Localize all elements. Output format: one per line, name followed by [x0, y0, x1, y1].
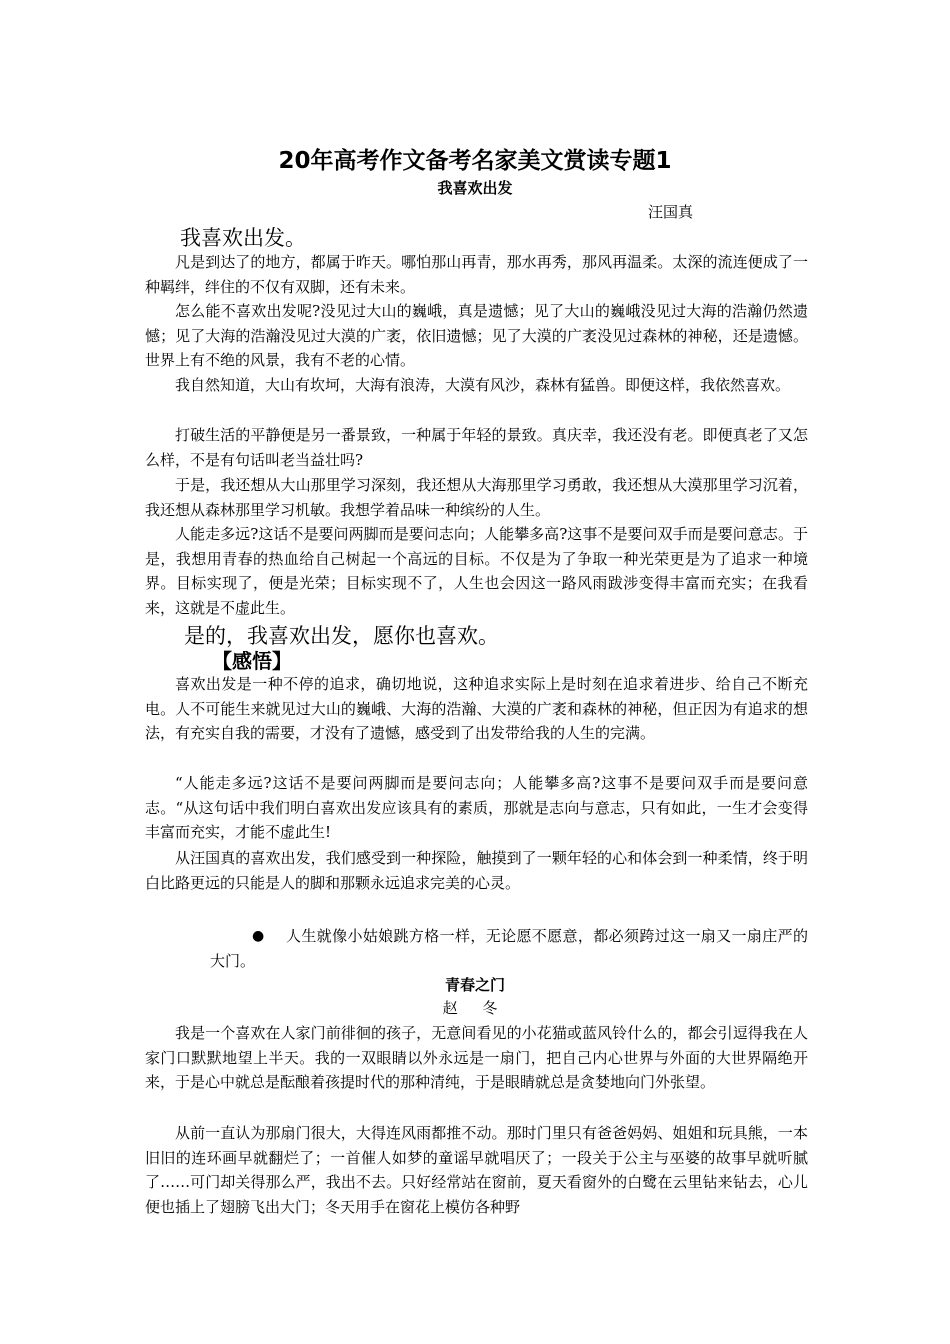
reflection-paragraph: “人能走多远?这话不是要问两脚而是要问志向；人能攀多高?这事不是要问双手而是要问意志。“从这句话中我们明白喜欢出发应该具有的素质，那就是志向与意志，只有如此，一生才会变得丰富而充实，才能不虚此生! — [145, 774, 808, 841]
essay2-author: 赵 冬 — [442, 999, 508, 1017]
essay1-paragraph: 打破生活的平静便是另一番景致，一种属于年轻的景致。真庆幸，我还没有老。即便真老了又怎么样，不是有句话叫老当益壮吗? — [145, 426, 808, 469]
essay1-title: 我喜欢出发 — [437, 179, 513, 197]
essay1-paragraph: 人能走多远?这话不是要问两脚而是要问志向；人能攀多高?这事不是要问双手而是要问意志。于是，我想用青春的热血给自己树起一个高远的目标。不仅是为了争取一种光荣更是为了追求一种境界。目标实现了，便是光荣；目标实现不了，人生也会因这一路风雨跋涉变得丰富而充实；在我看来，这就是不虚此生。 — [145, 525, 808, 617]
bullet-icon: ● — [252, 928, 265, 944]
document-title: 20年高考作文备考名家美文赏读专题1 — [278, 148, 672, 174]
bullet-item — [210, 924, 808, 973]
essay2-paragraph: 从前一直认为那扇门很大，大得连风雨都推不动。那时门里只有爸爸妈妈、姐姐和玩具熊，一本旧旧的连环画早就翻烂了；一首催人如梦的童谣早就唱厌了；一段关于公主与巫婆的故事早就听腻了……可门却关得那么严，我出不去。只好经常站在窗前，夏天看窗外的白鹭在云里钻来钻去，心儿便也插上了翅膀飞出大门；冬天用手在窗花上模仿各种野 — [145, 1124, 808, 1216]
essay2-title: 青春之门 — [444, 976, 505, 994]
essay1-paragraph: 怎么能不喜欢出发呢?没见过大山的巍峨，真是遗憾；见了大山的巍峨没见过大海的浩瀚仍然遗憾；见了大海的浩瀚没见过大漠的广袤，依旧遗憾；见了大漠的广袤没见过森林的神秘，还是遗憾。世界上有不绝的风景，我有不老的心情。 — [145, 302, 808, 369]
essay1-opening: 我喜欢出发。 — [180, 226, 306, 250]
essay1-paragraph: 于是，我还想从大山那里学习深刻，我还想从大海那里学习勇敢，我还想从大漠那里学习沉着，我还想从森林那里学习机敏。我想学着品味一种缤纷的人生。 — [145, 476, 808, 519]
reflection-paragraph: 喜欢出发是一种不停的追求，确切地说，这种追求实际上是时刻在追求着进步、给自己不断充电。人不可能生来就见过大山的巍峨、大海的浩瀚、大漠的广袤和森林的神秘，但正因为有追求的想法，有充实自我的需要，才没有了遗憾，感受到了出发带给我的人生的完满。 — [145, 675, 808, 742]
bullet-text: 人生就像小姑娘跳方格一样，无论愿不愿意，都必须跨过这一扇又一扇庄严的大门。 — [210, 927, 808, 970]
essay1-paragraph: 我自然知道，大山有坎坷，大海有浪涛，大漠有风沙，森林有猛兽。即便这样，我依然喜欢。 — [175, 376, 791, 394]
reflection-paragraph: 从汪国真的喜欢出发，我们感受到一种探险，触摸到了一颗年轻的心和体会到一种柔情，终于明白比路更远的只能是人的脚和那颗永远追求完美的心灵。 — [145, 849, 808, 892]
essay2-paragraph: 我是一个喜欢在人家门前徘徊的孩子，无意间看见的小花猫或蓝风铃什么的，都会引逗得我在人家门口默默地望上半天。我的一双眼睛以外永远是一扇门，把自己内心世界与外面的大世界隔绝开来，于是心中就总是酝酿着孩提时代的那种清纯，于是眼睛就总是贪婪地向门外张望。 — [145, 1024, 808, 1091]
reflection-heading: 【感悟】 — [212, 649, 292, 673]
essay1-author: 汪国真 — [648, 203, 694, 221]
essay1-paragraph: 凡是到达了的地方，都属于昨天。哪怕那山再青，那水再秀，那风再温柔。太深的流连便成了一种羁绊，绊住的不仅有双脚，还有未来。 — [145, 253, 808, 296]
essay1-closing: 是的，我喜欢出发，愿你也喜欢。 — [184, 624, 499, 648]
